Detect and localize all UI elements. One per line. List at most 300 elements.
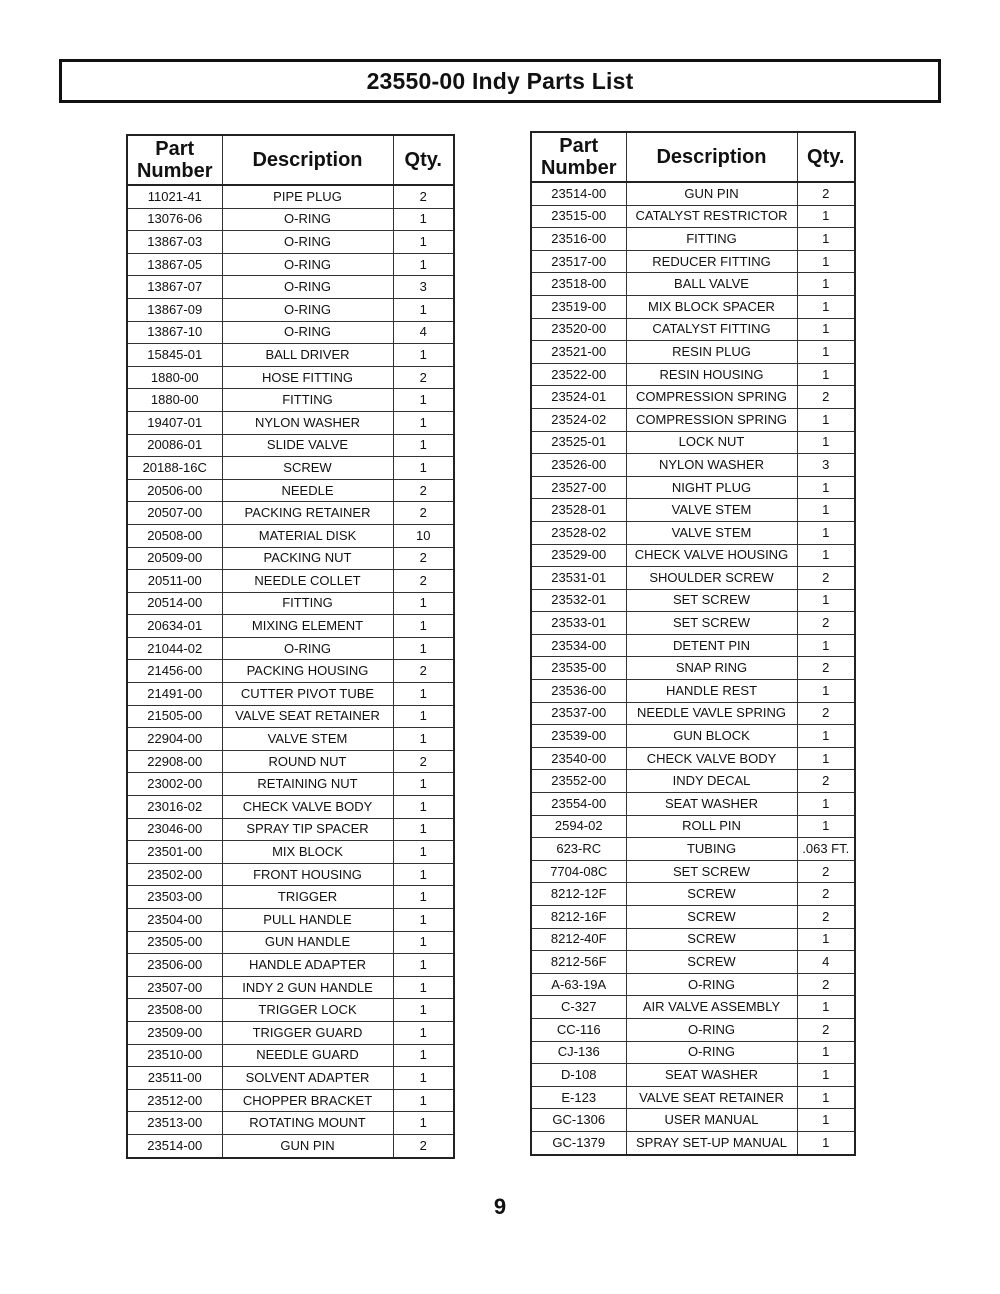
cell-description: NEEDLE COLLET — [222, 570, 393, 593]
cell-qty: 1 — [393, 1021, 454, 1044]
cell-qty: 1 — [393, 931, 454, 954]
cell-part-number: 15845-01 — [127, 344, 222, 367]
table-row — [531, 951, 855, 974]
table-row — [127, 502, 454, 525]
cell-qty: 1 — [393, 863, 454, 886]
cell-part-number: 23524-02 — [531, 408, 626, 431]
cell-part-number: CC-116 — [531, 1018, 626, 1041]
cell-part-number: 23531-01 — [531, 567, 626, 590]
cell-part-number: 23510-00 — [127, 1044, 222, 1067]
table-row — [531, 612, 855, 635]
cell-qty: 2 — [797, 386, 855, 409]
cell-description: O-RING — [222, 231, 393, 254]
cell-description: FITTING — [222, 592, 393, 615]
cell-part-number: 23532-01 — [531, 589, 626, 612]
cell-description: VALVE STEM — [626, 499, 797, 522]
table-row — [531, 838, 855, 861]
cell-qty: 2 — [797, 883, 855, 906]
cell-description: PACKING RETAINER — [222, 502, 393, 525]
cell-description: TRIGGER LOCK — [222, 999, 393, 1022]
cell-description: LOCK NUT — [626, 431, 797, 454]
cell-part-number: 2594-02 — [531, 815, 626, 838]
cell-qty: 1 — [393, 796, 454, 819]
cell-description: RESIN PLUG — [626, 341, 797, 364]
cell-qty: 1 — [393, 231, 454, 254]
cell-description: SEAT WASHER — [626, 1064, 797, 1087]
cell-part-number: 20086-01 — [127, 434, 222, 457]
table-row — [127, 231, 454, 254]
cell-qty: 1 — [797, 341, 855, 364]
table-row — [127, 660, 454, 683]
cell-qty: 1 — [393, 208, 454, 231]
cell-part-number: 13867-07 — [127, 276, 222, 299]
cell-qty: 1 — [393, 954, 454, 977]
cell-description: SCREW — [222, 457, 393, 480]
table-row — [531, 1131, 855, 1154]
cell-description: O-RING — [626, 1018, 797, 1041]
cell-description: SHOULDER SCREW — [626, 567, 797, 590]
cell-qty: 1 — [797, 634, 855, 657]
table-row — [127, 208, 454, 231]
cell-qty: 1 — [393, 818, 454, 841]
table-header-row — [531, 132, 855, 182]
table-row — [531, 680, 855, 703]
table-row — [127, 1134, 454, 1157]
cell-description: GUN PIN — [626, 182, 797, 205]
cell-description: MIX BLOCK SPACER — [626, 295, 797, 318]
cell-part-number: 23501-00 — [127, 841, 222, 864]
table-row — [531, 431, 855, 454]
header-qty: Qty. — [797, 132, 855, 182]
cell-qty: 2 — [393, 185, 454, 208]
cell-description: FRONT HOUSING — [222, 863, 393, 886]
cell-part-number: 23529-00 — [531, 544, 626, 567]
table-row — [127, 253, 454, 276]
table-row — [531, 499, 855, 522]
cell-part-number: 23507-00 — [127, 976, 222, 999]
table-body-left — [127, 185, 454, 1158]
cell-description: CHECK VALVE BODY — [222, 796, 393, 819]
cell-qty: 1 — [797, 408, 855, 431]
cell-description: NIGHT PLUG — [626, 476, 797, 499]
cell-qty: 1 — [393, 298, 454, 321]
cell-part-number: 13076-06 — [127, 208, 222, 231]
cell-description: VALVE SEAT RETAINER — [222, 705, 393, 728]
table-row — [531, 1041, 855, 1064]
table-row — [531, 476, 855, 499]
cell-description: ROLL PIN — [626, 815, 797, 838]
cell-description: SET SCREW — [626, 612, 797, 635]
table-row — [127, 457, 454, 480]
cell-qty: 1 — [393, 1089, 454, 1112]
cell-part-number: 22904-00 — [127, 728, 222, 751]
cell-description: NYLON WASHER — [626, 454, 797, 477]
cell-part-number: 20507-00 — [127, 502, 222, 525]
cell-qty: 2 — [797, 657, 855, 680]
cell-qty: 1 — [393, 434, 454, 457]
cell-description: COMPRESSION SPRING — [626, 386, 797, 409]
cell-description: GUN BLOCK — [626, 725, 797, 748]
header-description: Description — [626, 132, 797, 182]
cell-description: SPRAY SET-UP MANUAL — [626, 1131, 797, 1154]
cell-part-number: CJ-136 — [531, 1041, 626, 1064]
cell-part-number: 23521-00 — [531, 341, 626, 364]
cell-part-number: 22908-00 — [127, 750, 222, 773]
cell-description: HOSE FITTING — [222, 366, 393, 389]
cell-qty: 1 — [797, 295, 855, 318]
cell-qty: 1 — [393, 637, 454, 660]
table-row — [127, 999, 454, 1022]
cell-part-number: 23514-00 — [127, 1134, 222, 1157]
cell-part-number: 23506-00 — [127, 954, 222, 977]
table-row — [531, 906, 855, 929]
cell-part-number: 23525-01 — [531, 431, 626, 454]
cell-part-number: 20634-01 — [127, 615, 222, 638]
table-row — [531, 657, 855, 680]
table-row — [531, 273, 855, 296]
table-row — [531, 860, 855, 883]
table-row — [127, 570, 454, 593]
cell-description: O-RING — [626, 1041, 797, 1064]
cell-description: CUTTER PIVOT TUBE — [222, 683, 393, 706]
cell-qty: 1 — [797, 521, 855, 544]
cell-qty: 1 — [393, 592, 454, 615]
table-row — [531, 295, 855, 318]
table-row — [127, 389, 454, 412]
cell-description: SEAT WASHER — [626, 793, 797, 816]
cell-part-number: 23534-00 — [531, 634, 626, 657]
cell-qty: 1 — [393, 1067, 454, 1090]
cell-description: VALVE STEM — [222, 728, 393, 751]
table-row — [127, 1089, 454, 1112]
cell-part-number: 23526-00 — [531, 454, 626, 477]
cell-qty: 2 — [797, 182, 855, 205]
cell-description: SCREW — [626, 883, 797, 906]
table-header-row — [127, 135, 454, 185]
cell-part-number: 21456-00 — [127, 660, 222, 683]
cell-qty: 2 — [797, 567, 855, 590]
cell-description: O-RING — [626, 973, 797, 996]
cell-part-number: 13867-03 — [127, 231, 222, 254]
cell-part-number: 23537-00 — [531, 702, 626, 725]
table-row — [127, 1067, 454, 1090]
table-row — [127, 954, 454, 977]
cell-description: SOLVENT ADAPTER — [222, 1067, 393, 1090]
cell-part-number: GC-1379 — [531, 1131, 626, 1154]
cell-part-number: 20511-00 — [127, 570, 222, 593]
cell-part-number: 23552-00 — [531, 770, 626, 793]
cell-description: DETENT PIN — [626, 634, 797, 657]
cell-qty: 2 — [393, 502, 454, 525]
cell-part-number: E-123 — [531, 1086, 626, 1109]
cell-qty: 1 — [393, 411, 454, 434]
cell-qty: 2 — [797, 612, 855, 635]
cell-description: RESIN HOUSING — [626, 363, 797, 386]
header-description: Description — [222, 135, 393, 185]
cell-description: HANDLE ADAPTER — [222, 954, 393, 977]
cell-part-number: 23535-00 — [531, 657, 626, 680]
table-row — [531, 567, 855, 590]
table-row — [531, 1018, 855, 1041]
cell-description: ROTATING MOUNT — [222, 1112, 393, 1135]
cell-part-number: 20514-00 — [127, 592, 222, 615]
table-row — [127, 298, 454, 321]
cell-description: CHECK VALVE BODY — [626, 747, 797, 770]
table-row — [531, 205, 855, 228]
cell-description: AIR VALVE ASSEMBLY — [626, 996, 797, 1019]
cell-description: O-RING — [222, 298, 393, 321]
table-row — [531, 250, 855, 273]
table-row — [127, 479, 454, 502]
cell-qty: 3 — [797, 454, 855, 477]
cell-description: FITTING — [222, 389, 393, 412]
table-row — [127, 321, 454, 344]
table-row — [127, 841, 454, 864]
cell-description: NEEDLE — [222, 479, 393, 502]
cell-part-number: 23539-00 — [531, 725, 626, 748]
cell-description: O-RING — [222, 276, 393, 299]
cell-part-number: 13867-10 — [127, 321, 222, 344]
cell-description: USER MANUAL — [626, 1109, 797, 1132]
table-row — [127, 592, 454, 615]
cell-qty: 1 — [393, 841, 454, 864]
cell-part-number: 23046-00 — [127, 818, 222, 841]
cell-description: NYLON WASHER — [222, 411, 393, 434]
cell-part-number: D-108 — [531, 1064, 626, 1087]
cell-part-number: 8212-40F — [531, 928, 626, 951]
cell-qty: 1 — [393, 909, 454, 932]
cell-part-number: 23514-00 — [531, 182, 626, 205]
table-row — [531, 363, 855, 386]
cell-part-number: 20508-00 — [127, 524, 222, 547]
cell-description: SCREW — [626, 906, 797, 929]
cell-qty: 1 — [393, 389, 454, 412]
table-row — [531, 408, 855, 431]
table-row — [127, 886, 454, 909]
cell-qty: 1 — [797, 205, 855, 228]
cell-description: CHOPPER BRACKET — [222, 1089, 393, 1112]
cell-description: INDY 2 GUN HANDLE — [222, 976, 393, 999]
table-row — [531, 182, 855, 205]
cell-part-number: 23502-00 — [127, 863, 222, 886]
table-row — [127, 728, 454, 751]
table-body-right — [531, 182, 855, 1155]
cell-part-number: 13867-05 — [127, 253, 222, 276]
cell-qty: 1 — [393, 728, 454, 751]
cell-description: PACKING NUT — [222, 547, 393, 570]
cell-qty: 2 — [393, 479, 454, 502]
cell-qty: 2 — [797, 973, 855, 996]
parts-table-right — [530, 131, 856, 1156]
table-row — [531, 793, 855, 816]
cell-qty: 2 — [393, 547, 454, 570]
cell-part-number: 23540-00 — [531, 747, 626, 770]
cell-part-number: 23515-00 — [531, 205, 626, 228]
cell-description: SNAP RING — [626, 657, 797, 680]
table-row — [531, 747, 855, 770]
table-row — [127, 615, 454, 638]
cell-qty: 1 — [393, 1044, 454, 1067]
cell-qty: 1 — [393, 457, 454, 480]
table-row — [531, 521, 855, 544]
cell-part-number: 1880-00 — [127, 389, 222, 412]
table-row — [127, 185, 454, 208]
cell-part-number: 1880-00 — [127, 366, 222, 389]
cell-description: O-RING — [222, 208, 393, 231]
cell-description: COMPRESSION SPRING — [626, 408, 797, 431]
cell-part-number: 20509-00 — [127, 547, 222, 570]
cell-qty: 1 — [797, 228, 855, 251]
cell-part-number: 23518-00 — [531, 273, 626, 296]
table-row — [531, 228, 855, 251]
cell-part-number: 19407-01 — [127, 411, 222, 434]
cell-qty: 1 — [797, 273, 855, 296]
cell-description: GUN PIN — [222, 1134, 393, 1157]
cell-description: GUN HANDLE — [222, 931, 393, 954]
table-row — [127, 796, 454, 819]
cell-qty: 2 — [393, 660, 454, 683]
cell-qty: 2 — [797, 860, 855, 883]
table-row — [127, 1112, 454, 1135]
cell-qty: .063 FT. — [797, 838, 855, 861]
cell-qty: 2 — [393, 366, 454, 389]
cell-qty: 1 — [797, 476, 855, 499]
cell-qty: 1 — [797, 815, 855, 838]
cell-part-number: 23524-01 — [531, 386, 626, 409]
table-row — [531, 454, 855, 477]
cell-part-number: 23517-00 — [531, 250, 626, 273]
cell-qty: 1 — [393, 705, 454, 728]
table-row — [127, 931, 454, 954]
cell-description: SCREW — [626, 951, 797, 974]
table-row — [531, 341, 855, 364]
table-row — [127, 683, 454, 706]
cell-description: SLIDE VALVE — [222, 434, 393, 457]
cell-qty: 1 — [797, 680, 855, 703]
cell-description: MIXING ELEMENT — [222, 615, 393, 638]
table-row — [531, 996, 855, 1019]
table-row — [127, 818, 454, 841]
table-row — [127, 909, 454, 932]
header-qty: Qty. — [393, 135, 454, 185]
cell-part-number: 11021-41 — [127, 185, 222, 208]
cell-part-number: 8212-56F — [531, 951, 626, 974]
cell-qty: 1 — [797, 544, 855, 567]
cell-part-number: 23516-00 — [531, 228, 626, 251]
cell-part-number: 23536-00 — [531, 680, 626, 703]
cell-description: TRIGGER — [222, 886, 393, 909]
cell-part-number: 8212-16F — [531, 906, 626, 929]
cell-part-number: 23512-00 — [127, 1089, 222, 1112]
parts-table-left — [126, 134, 455, 1159]
cell-qty: 1 — [393, 886, 454, 909]
cell-qty: 1 — [797, 1131, 855, 1154]
table-row — [531, 589, 855, 612]
table-row — [127, 434, 454, 457]
cell-description: REDUCER FITTING — [626, 250, 797, 273]
cell-part-number: GC-1306 — [531, 1109, 626, 1132]
table-row — [127, 276, 454, 299]
cell-description: BALL DRIVER — [222, 344, 393, 367]
cell-part-number: 20188-16C — [127, 457, 222, 480]
cell-part-number: 23513-00 — [127, 1112, 222, 1135]
table-row — [127, 750, 454, 773]
cell-description: CATALYST RESTRICTOR — [626, 205, 797, 228]
cell-part-number: 23527-00 — [531, 476, 626, 499]
cell-part-number: 13867-09 — [127, 298, 222, 321]
cell-description: MATERIAL DISK — [222, 524, 393, 547]
cell-part-number: 21505-00 — [127, 705, 222, 728]
cell-part-number: 8212-12F — [531, 883, 626, 906]
page-title: 23550-00 Indy Parts List — [366, 67, 634, 94]
table-row — [531, 702, 855, 725]
cell-qty: 1 — [393, 1112, 454, 1135]
cell-qty: 1 — [797, 928, 855, 951]
table-row — [127, 344, 454, 367]
table-row — [531, 1064, 855, 1087]
cell-qty: 1 — [797, 725, 855, 748]
cell-qty: 1 — [797, 363, 855, 386]
cell-qty: 2 — [393, 750, 454, 773]
table-row — [531, 544, 855, 567]
cell-description: SET SCREW — [626, 589, 797, 612]
cell-part-number: 23002-00 — [127, 773, 222, 796]
table-row — [531, 386, 855, 409]
cell-qty: 4 — [393, 321, 454, 344]
table-row — [127, 773, 454, 796]
cell-part-number: 23503-00 — [127, 886, 222, 909]
cell-qty: 1 — [797, 318, 855, 341]
cell-description: TUBING — [626, 838, 797, 861]
cell-part-number: 23554-00 — [531, 793, 626, 816]
table-row — [531, 634, 855, 657]
cell-qty: 2 — [393, 570, 454, 593]
cell-part-number: 23519-00 — [531, 295, 626, 318]
cell-description: INDY DECAL — [626, 770, 797, 793]
cell-qty: 1 — [797, 1109, 855, 1132]
table-row — [531, 815, 855, 838]
cell-description: PULL HANDLE — [222, 909, 393, 932]
cell-qty: 2 — [393, 1134, 454, 1157]
title-box — [59, 59, 941, 103]
cell-part-number: 23508-00 — [127, 999, 222, 1022]
table-row — [531, 770, 855, 793]
cell-part-number: 23520-00 — [531, 318, 626, 341]
cell-part-number: C-327 — [531, 996, 626, 1019]
table-row — [531, 928, 855, 951]
cell-qty: 1 — [393, 999, 454, 1022]
cell-part-number: 23504-00 — [127, 909, 222, 932]
table-row — [127, 1044, 454, 1067]
cell-description: HANDLE REST — [626, 680, 797, 703]
cell-qty: 1 — [797, 1086, 855, 1109]
cell-part-number: 23505-00 — [127, 931, 222, 954]
cell-part-number: 23511-00 — [127, 1067, 222, 1090]
cell-qty: 1 — [393, 344, 454, 367]
cell-description: VALVE SEAT RETAINER — [626, 1086, 797, 1109]
cell-description: PIPE PLUG — [222, 185, 393, 208]
table-row — [127, 547, 454, 570]
cell-qty: 10 — [393, 524, 454, 547]
header-part-number: Part Number — [531, 132, 626, 182]
cell-qty: 2 — [797, 702, 855, 725]
cell-qty: 1 — [797, 793, 855, 816]
cell-part-number: 23528-01 — [531, 499, 626, 522]
cell-description: CHECK VALVE HOUSING — [626, 544, 797, 567]
cell-description: SCREW — [626, 928, 797, 951]
cell-part-number: 23533-01 — [531, 612, 626, 635]
cell-qty: 1 — [393, 683, 454, 706]
